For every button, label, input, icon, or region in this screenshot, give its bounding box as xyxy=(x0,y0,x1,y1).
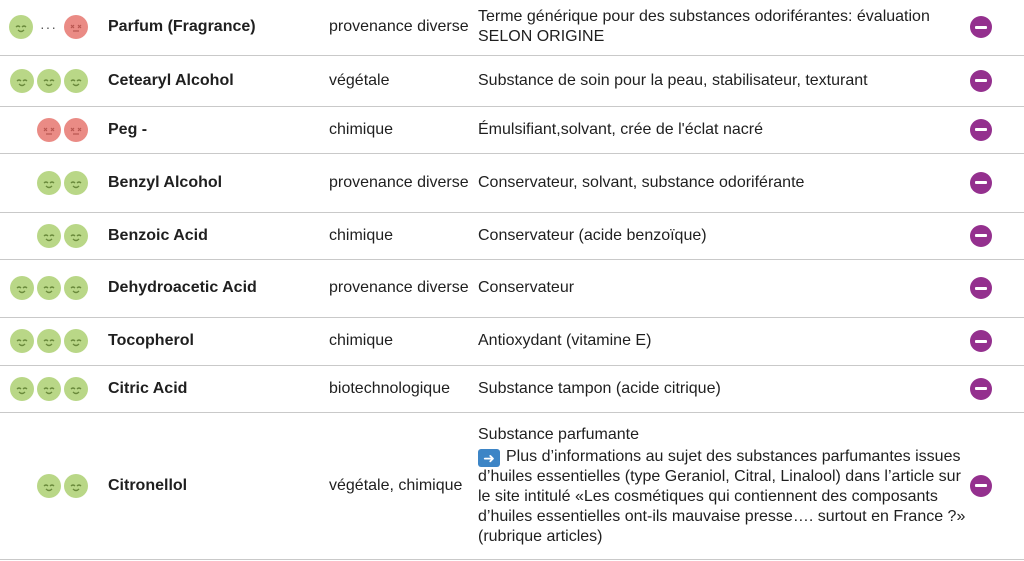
happy-face-icon xyxy=(64,377,88,401)
rating-cell xyxy=(0,212,108,259)
ingredient-origin: provenance diverse xyxy=(329,279,469,296)
happy-face-icon xyxy=(37,224,61,248)
rating-cell xyxy=(0,106,108,153)
happy-face-icon xyxy=(37,69,61,93)
table-row xyxy=(0,259,1024,317)
table-row xyxy=(0,212,1024,259)
ingredient-description: Conservateur, solvant, substance odoriférante xyxy=(478,173,805,191)
happy-face-icon xyxy=(64,276,88,300)
ingredient-name: Parfum (Fragrance) xyxy=(108,18,256,36)
table-row xyxy=(0,153,1024,212)
rating-cell xyxy=(0,55,108,106)
ingredient-name: Dehydroacetic Acid xyxy=(108,279,257,296)
ingredient-origin: végétale, chimique xyxy=(329,476,463,494)
more-info-text xyxy=(478,447,968,547)
table-row xyxy=(0,317,1024,365)
sad-face-icon xyxy=(64,15,88,39)
ingredient-name: Tocopherol xyxy=(108,332,194,349)
ingredient-description: Émulsifiant,solvant, crée de l'éclat nacré xyxy=(478,120,763,138)
remove-ingredient-button[interactable] xyxy=(970,378,992,400)
happy-face-icon xyxy=(37,276,61,300)
table-row xyxy=(0,0,1024,55)
ingredient-name: Peg - xyxy=(108,120,148,138)
rating-cell xyxy=(0,412,108,559)
happy-face-icon xyxy=(10,377,34,401)
ingredient-name: Citric Acid xyxy=(108,379,188,397)
happy-face-icon xyxy=(37,171,61,195)
table-row xyxy=(0,365,1024,412)
remove-ingredient-button[interactable] xyxy=(970,172,992,194)
ingredient-name: Benzoic Acid xyxy=(108,226,208,244)
ingredient-name: Citronellol xyxy=(108,476,188,494)
more-info-link[interactable]: Plus d’informations au sujet des substances parfumantes issues d’huiles essentielles (type Geraniol, Citral, Linalool) dans l’article sur le site intitulé «Les cosmétiques qui contiennent des composants d’huiles essentielles ont-ils mauvaise presse…. surtout en France ?» (rubrique articles) xyxy=(478,447,966,545)
rating-range-dots: ··· xyxy=(40,19,57,36)
sad-face-icon xyxy=(37,118,61,142)
rating-cell xyxy=(0,0,108,55)
remove-ingredient-button[interactable] xyxy=(970,225,992,247)
remove-ingredient-button[interactable] xyxy=(970,16,992,38)
ingredient-origin: chimique xyxy=(329,120,394,138)
happy-face-icon xyxy=(37,377,61,401)
happy-face-icon xyxy=(10,69,34,93)
ingredient-description: Conservateur xyxy=(478,279,575,296)
remove-ingredient-button[interactable] xyxy=(970,330,992,352)
ingredient-origin: végétale xyxy=(329,71,390,89)
remove-ingredient-button[interactable] xyxy=(970,475,992,497)
ingredient-description: Substance tampon (acide citrique) xyxy=(478,379,721,397)
ingredient-origin: provenance diverse xyxy=(329,18,469,36)
ingredient-description: Conservateur (acide benzoïque) xyxy=(478,226,707,244)
remove-ingredient-button[interactable] xyxy=(970,277,992,299)
rating-cell xyxy=(0,317,108,365)
arrow-right-icon: ➜ xyxy=(478,449,500,467)
ingredient-origin: biotechnologique xyxy=(329,379,450,397)
happy-face-icon xyxy=(64,474,88,498)
happy-face-icon xyxy=(64,171,88,195)
ingredient-origin: chimique xyxy=(329,226,394,244)
ingredient-name: Cetearyl Alcohol xyxy=(108,71,234,89)
ingredient-description: Terme générique pour des substances odoriférantes: évaluation SELON ORIGINE xyxy=(478,8,930,46)
ingredient-description: Substance de soin pour la peau, stabilisateur, texturant xyxy=(478,71,868,89)
ingredient-origin: chimique xyxy=(329,332,394,349)
ingredient-name: Benzyl Alcohol xyxy=(108,173,223,191)
table-row xyxy=(0,106,1024,153)
table-row xyxy=(0,55,1024,106)
happy-face-icon xyxy=(64,69,88,93)
happy-face-icon xyxy=(9,15,33,39)
rating-cell xyxy=(0,259,108,317)
rating-cell xyxy=(0,365,108,412)
happy-face-icon xyxy=(64,224,88,248)
happy-face-icon xyxy=(64,329,88,353)
ingredient-description: Antioxydant (vitamine E) xyxy=(478,332,652,349)
ingredient-description-cell xyxy=(478,412,968,559)
remove-ingredient-button[interactable] xyxy=(970,119,992,141)
remove-ingredient-button[interactable] xyxy=(970,70,992,92)
happy-face-icon xyxy=(37,474,61,498)
ingredient-description: Substance parfumante xyxy=(478,425,639,443)
rating-cell xyxy=(0,153,108,212)
happy-face-icon xyxy=(10,329,34,353)
table-row xyxy=(0,412,1024,559)
ingredient-origin: provenance diverse xyxy=(329,173,469,191)
happy-face-icon xyxy=(10,276,34,300)
sad-face-icon xyxy=(64,118,88,142)
happy-face-icon xyxy=(37,329,61,353)
